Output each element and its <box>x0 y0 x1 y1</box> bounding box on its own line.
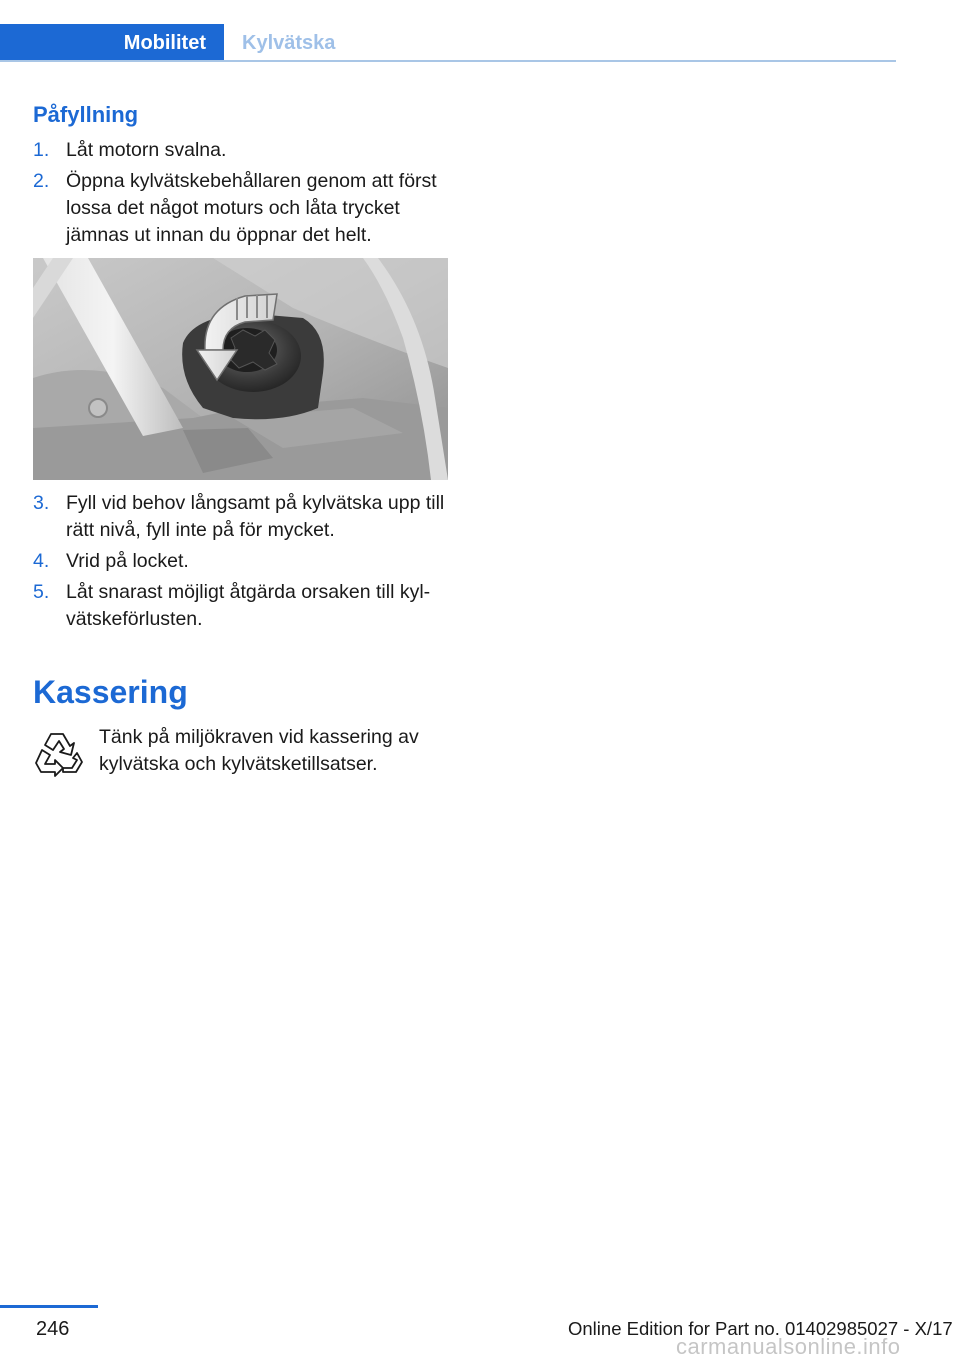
step-item <box>33 168 453 249</box>
watermark: carmanualsonline.info <box>676 1334 901 1359</box>
page-number: 246 <box>36 1318 70 1340</box>
step-text: Öppna kylvätskebehållaren genom att först lossa det något moturs och låta trycket jämnas ut innan du öppnar det helt. <box>66 170 437 246</box>
section-title-refill: Påfyllning <box>33 102 139 127</box>
step-number: 2. <box>33 170 50 192</box>
step-item <box>33 548 453 575</box>
step-text: Låt snarast möjligt åtgärda orsaken till kylvätskeförlusten. <box>66 581 431 630</box>
edition-text: Online Edition for Part no. 01402985027 - X/17 <box>568 1318 953 1339</box>
tab-kylvatska[interactable]: Kylvätska <box>242 32 336 54</box>
tab-mobilitet[interactable]: Mobilitet <box>0 24 224 62</box>
recycle-icon <box>33 728 85 782</box>
footer-divider <box>0 1305 98 1308</box>
header-tabs <box>0 24 896 62</box>
section-title-disposal: Kassering <box>33 674 188 710</box>
step-text: Vrid på locket. <box>66 550 189 572</box>
step-number: 4. <box>33 550 50 572</box>
disposal-text: Tänk på miljökraven vid kassering av kylvätska och kylvätsketillsatser. <box>99 726 419 775</box>
step-number: 1. <box>33 139 50 161</box>
step-item <box>33 137 453 164</box>
step-item <box>33 579 453 633</box>
step-text: Fyll vid behov långsamt på kylvätska upp till rätt nivå, fyll inte på för mycket. <box>66 492 445 541</box>
step-number: 5. <box>33 581 50 603</box>
step-number: 3. <box>33 492 50 514</box>
coolant-reservoir-photo <box>33 258 448 480</box>
step-text: Låt motorn svalna. <box>66 139 227 161</box>
step-item <box>33 490 453 544</box>
header-divider <box>0 60 896 62</box>
